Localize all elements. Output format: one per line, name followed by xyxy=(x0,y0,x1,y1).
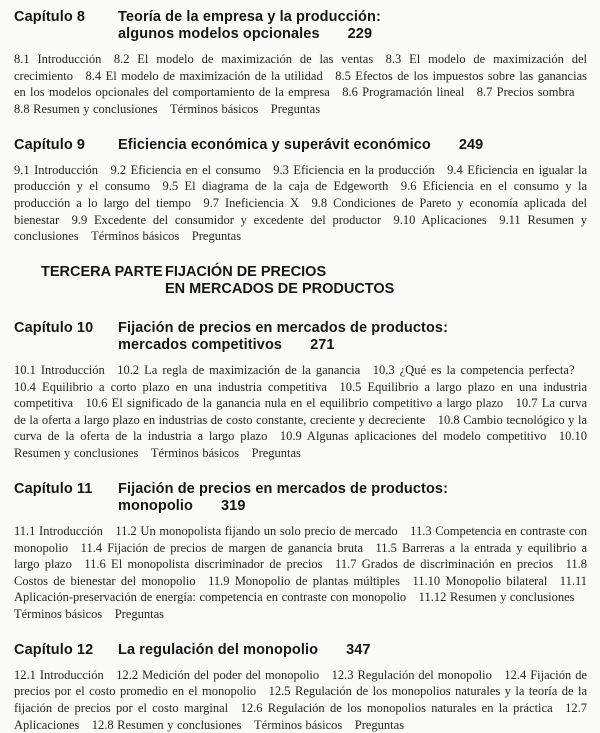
chapter-12-label: Capítulo 12 xyxy=(14,641,94,658)
chapter-10-label: Capítulo 10 xyxy=(14,319,94,336)
chapter-12-title-line1: La regulación del monopolio xyxy=(118,641,319,658)
chapter-11-sections: 11.1 Introducción 11.2 Un monopolista fijando un solo precio de mercado 11.3 Competencia en contraste con monopolio 11.4 Fijación de precios de margen de ganancia bruta 11.5 Barreras a la entrada y equilibrio a largo plazo 11.6 El monopolista discriminador de precios 11.7 Grados de discriminación en precios 11.8 Costos de bienestar del monopolio 11.9 Monopolio de plantas múltiples 11.10 Monopolio bilateral 11.11 Aplicación-preservación de energía: competencia en contraste con monopolio 11.12 Resumen y conclusiones Términos básicos Preguntas xyxy=(14,523,587,622)
chapter-9-label: Capítulo 9 xyxy=(14,136,86,153)
chapter-10-heading xyxy=(14,320,587,354)
chapter-10-title-line1: Fijación de precios en mercados de productos: xyxy=(118,319,449,336)
chapter-9-page-number: 249 xyxy=(458,136,484,153)
chapter-10-title xyxy=(118,320,587,354)
part-title xyxy=(165,264,587,299)
chapter-8-page-number: 229 xyxy=(347,26,373,43)
part-label: TERCERA PARTE xyxy=(41,263,163,280)
chapter-entry-11 xyxy=(14,481,587,623)
chapter-8-label: Capítulo 8 xyxy=(14,9,86,25)
chapter-9-title xyxy=(118,137,587,154)
chapter-12-title xyxy=(118,642,587,659)
chapter-9-sections: 9.1 Introducción 9.2 Eficiencia en el consumo 9.3 Eficiencia en la producción 9.4 Eficiencia en igualar la producción y el consumo 9.5 El diagrama de la caja de Edgeworth 9.6 Eficiencia en el consumo y la producción a lo largo del tiempo 9.7 Ineficiencia X 9.8 Condiciones de Pareto y economía aplicada del bienestar 9.9 Excedente del consumidor y excedente del productor 9.10 Aplicaciones 9.11 Resumen y conclusiones Términos básicos Preguntas xyxy=(14,162,587,244)
chapter-10-page-number: 271 xyxy=(310,336,335,353)
chapter-11-title-line1: Fijación de precios en mercados de productos: xyxy=(118,480,449,497)
chapter-12-heading xyxy=(14,642,587,659)
part-title-line2: EN MERCADOS DE PRODUCTOS xyxy=(165,281,395,298)
chapter-9-heading xyxy=(14,137,587,154)
chapter-entry-10 xyxy=(14,320,587,462)
chapter-8-title xyxy=(118,9,587,43)
chapter-11-label: Capítulo 11 xyxy=(14,480,93,497)
chapter-12-page-number: 347 xyxy=(346,641,371,658)
chapter-10-sections: 10.1 Introducción 10.2 La regla de maximización de la ganancia 10.3 ¿Qué es la competencia perfecta? 10.4 Equilibrio a corto plazo en una industria competitiva 10.5 Equilibrio a largo plazo en una industria competitiva 10.6 El significado de la ganancia nula en el equilibrio competitivo a largo plazo 10.7 La curva de la oferta a largo plazo en industrias de costo constante, creciente y decreciente 10.8 Cambio tecnológico y la curva de la oferta de la industria a largo plazo 10.9 Algunas aplicaciones del modelo competitivo 10.10 Resumen y conclusiones Términos básicos Preguntas xyxy=(14,362,587,461)
chapter-entry-8 xyxy=(14,9,587,118)
chapter-entry-9 xyxy=(14,137,587,245)
part-title-line1: FIJACIÓN DE PRECIOS xyxy=(165,263,327,280)
chapter-12-sections: 12.1 Introducción 12.2 Medición del poder del monopolio 12.3 Regulación del monopolio 12.4 Fijación de precios por el costo promedio en el monopolio 12.5 Regulación de los monopolios naturales y la teoría de la fijación de precios por el costo marginal 12.6 Regulación de los monopolios naturales en la práctica 12.7 Aplicaciones 12.8 Resumen y conclusiones Términos básicos Preguntas xyxy=(14,667,587,732)
chapter-10-title-line2: mercados competitivos xyxy=(118,336,283,353)
chapter-8-heading xyxy=(14,9,587,43)
part-heading xyxy=(41,264,587,299)
chapter-entry-12 xyxy=(14,642,587,733)
chapter-8-sections: 8.1 Introducción 8.2 El modelo de maximización de las ventas 8.3 El modelo de maximización del crecimiento 8.4 El modelo de maximización de la utilidad 8.5 Efectos de los impuestos sobre las ganancias en los modelos opcionales del comportamiento de la empresa 8.6 Programación lineal 8.7 Precios sombra 8.8 Resumen y conclusiones Términos básicos Preguntas xyxy=(14,52,587,117)
chapter-11-title xyxy=(118,481,587,515)
chapter-8-title-line2: algunos modelos opcionales xyxy=(118,26,320,43)
chapter-9-title-line1: Eficiencia económica y superávit económico xyxy=(118,136,431,153)
chapter-11-heading xyxy=(14,481,587,515)
chapter-11-page-number: 319 xyxy=(221,497,246,514)
chapter-11-title-line2: monopolio xyxy=(118,497,193,514)
chapter-8-title-line1: Teoría de la empresa y la producción: xyxy=(118,9,381,25)
